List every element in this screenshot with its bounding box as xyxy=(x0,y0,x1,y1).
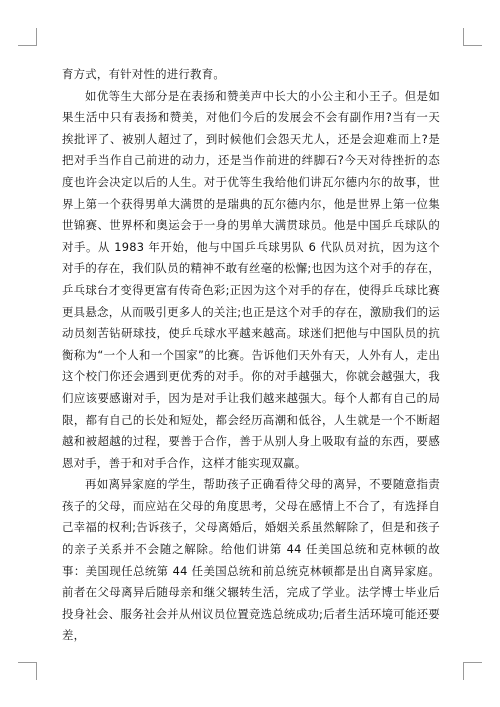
document-body xyxy=(62,64,440,647)
crop-mark-bottom-left xyxy=(18,662,37,663)
crop-mark-top-left xyxy=(36,28,37,46)
crop-mark-top-right xyxy=(463,28,464,46)
paragraph-continuation: 育方式，有针对性的进行教育。 xyxy=(62,67,225,81)
paragraph-divorced-families: 再如离异家庭的学生，帮助孩子正确看待父母的离异，不要随意指责孩子的父母，而应站在父母的角度思考，父母在感情上不合了，有选择自己幸福的权利;告诉孩子，父母离婚后，婚姻关系虽然解除了，但是和孩子的亲子关系并不会随之解除。给他们讲第 44 任美国总统和克林顿的故事：美国现任总统第 44 任美国总统和前总统克林顿都是出自离异家庭。前者在父母离异后随母亲和继父辗转生活，完成了学业。法学博士毕业后投身社会、服务社会并从州议员位置竞选总统成功;后者生活环境可能还要差， xyxy=(62,477,440,643)
paragraph-top-students: 如优等生大部分是在表扬和赞美声中长大的小公主和小王子。但是如果生活中只有表扬和赞美，对他们今后的发展会不会有副作用?当有一天挨批评了、被别人超过了，到时候他们会怨天尤人，还是会迎难而上?是把对手当作自己前进的动力，还是当作前进的绊脚石?今天对待挫折的态度也许会决定以后的人生。对于优等生我给他们讲瓦尔德内尔的故事，世界上第一个获得男单大满贯的是瑞典的瓦尔德内尔，他是世界上第一位集世锦赛、世界杯和奥运会于一身的男单大满贯球员。他是中国乒乓球队的对手。从 1983 年开始，他与中国乒乓球男队 6 代队员对抗，因为这个对手的存在，我们队员的精神不敢有丝毫的松懈;也因为这个对手的存在，乒乓球台才变得更富有传奇色彩;正因为这个对手的存在，使得乒乓球比赛更具悬念，从而吸引更多人的关注;也正是这个对手的存在，激励我们的运动员刻苦钻研球技，使乒乓球水平越来越高。球迷们把他与中国队员的抗衡称为“一个人和一个国家”的比赛。告诉他们天外有天，人外有人，走出这个校门你还会遇到更优秀的对手。你的对手越强大，你就会越强大，我们应该要感谢对手，因为是对手让我们越来越强大。每个人都有自己的局限，都有自己的长处和短处，都会经历高潮和低谷，人生就是一个不断超越和被超越的过程，要善于合作，善于从别人身上吸取有益的东西，要感恩对手，善于和对手合作，这样才能实现双赢。 xyxy=(62,88,440,470)
crop-mark-top-right xyxy=(463,45,482,46)
crop-mark-bottom-left xyxy=(36,662,37,680)
crop-mark-top-left xyxy=(18,45,37,46)
crop-mark-bottom-right xyxy=(463,662,482,663)
crop-mark-bottom-right xyxy=(463,662,464,680)
